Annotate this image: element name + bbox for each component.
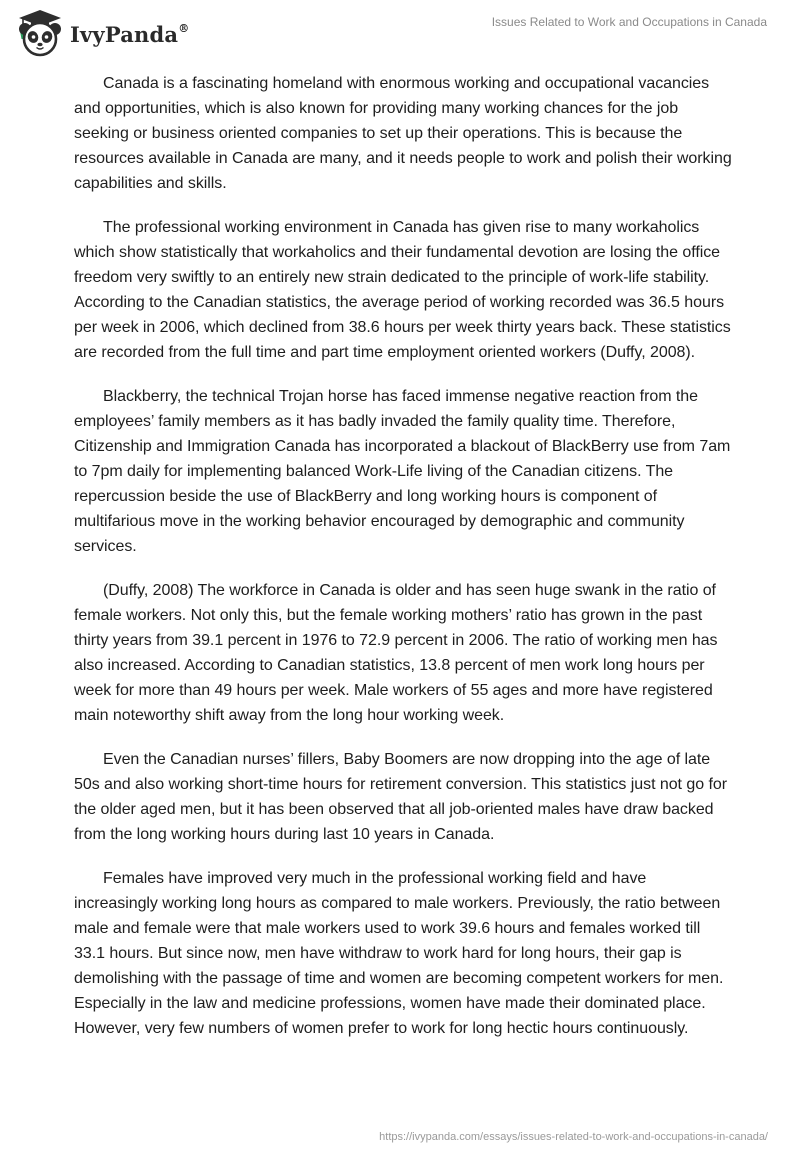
paragraph-3: Blackberry, the technical Trojan horse has faced immense negative reaction from the employees’ family members as it has badly invaded the family quality time. Therefore, Citizenship and Immigration Canada has incorporated a blackout of BlackBerry use from 7am to 7pm daily for implementing balanced Work-Life living of the Canadian citizens. The repercussion beside the use of BlackBerry and long working hours is component of multifarious move in the working behavior encouraged by demographic and community services. bbox=[74, 388, 731, 555]
paragraph-1: Canada is a fascinating homeland with enormous working and occupational vacancies and opportunities, which is also known for providing many working chances for the job seeking or business oriented companies to set up their operations. This is because the resources available in Canada are many, and it needs people to work and polish their working capabilities and skills. bbox=[74, 75, 732, 192]
essay-body bbox=[74, 71, 732, 1060]
paragraph-2: The professional working environment in Canada has given rise to many workaholics which show statistically that workaholics and their fundamental devotion are losing the office freedom very swiftly to an entirely new strain dedicated to the principle of work-life stability. According to the Canadian statistics, the average period of working recorded was 36.5 hours per week in 2006, which declined from 38.6 hours per week thirty years back. These statistics are recorded from the full time and part time employment oriented workers (Duffy, 2008). bbox=[74, 219, 731, 361]
source-url[interactable]: https://ivypanda.com/essays/issues-related-to-work-and-occupations-in-canada/ bbox=[379, 1131, 768, 1143]
paragraph-4: (Duffy, 2008) The workforce in Canada is older and has seen huge swank in the ratio of female workers. Not only this, but the female working mothers’ ratio has grown in the past thirty years from 39.1 percent in 1976 to 72.9 percent in 2006. The ratio of working men has also increased. According to Canadian statistics, 13.8 percent of men work long hours per week for more than 49 hours per week. Male workers of 55 ages and more have registered main noteworthy shift away from the long hour working week. bbox=[74, 582, 718, 724]
paragraph-5: Even the Canadian nurses’ fillers, Baby Boomers are now dropping into the age of late 50s and also working short-time hours for retirement conversion. This statistics just not go for the older aged men, but it has been observed that all job-oriented males have draw backed from the long working hours during last 10 years in Canada. bbox=[74, 751, 727, 843]
document-title: Issues Related to Work and Occupations in Canada bbox=[491, 15, 767, 29]
ivypanda-logo[interactable] bbox=[14, 7, 189, 59]
panda-graduate-icon bbox=[14, 7, 66, 59]
registered-mark: ® bbox=[178, 21, 190, 35]
page-header bbox=[0, 0, 800, 62]
paragraph-6: Females have improved very much in the professional working field and have increasingly working long hours as compared to male workers. Previously, the ratio between male and female were that male workers used to work 39.6 hours and females worked till 33.1 hours. But since now, men have withdraw to work hard for long hours, their gap is demolishing with the passage of time and women are becoming competent workers for men. Especially in the law and medicine professions, women have made their dominated place. However, very few numbers of women prefer to work for long hectic hours continuously. bbox=[74, 870, 724, 1037]
logo-wordmark: IvyPanda® bbox=[70, 21, 190, 47]
